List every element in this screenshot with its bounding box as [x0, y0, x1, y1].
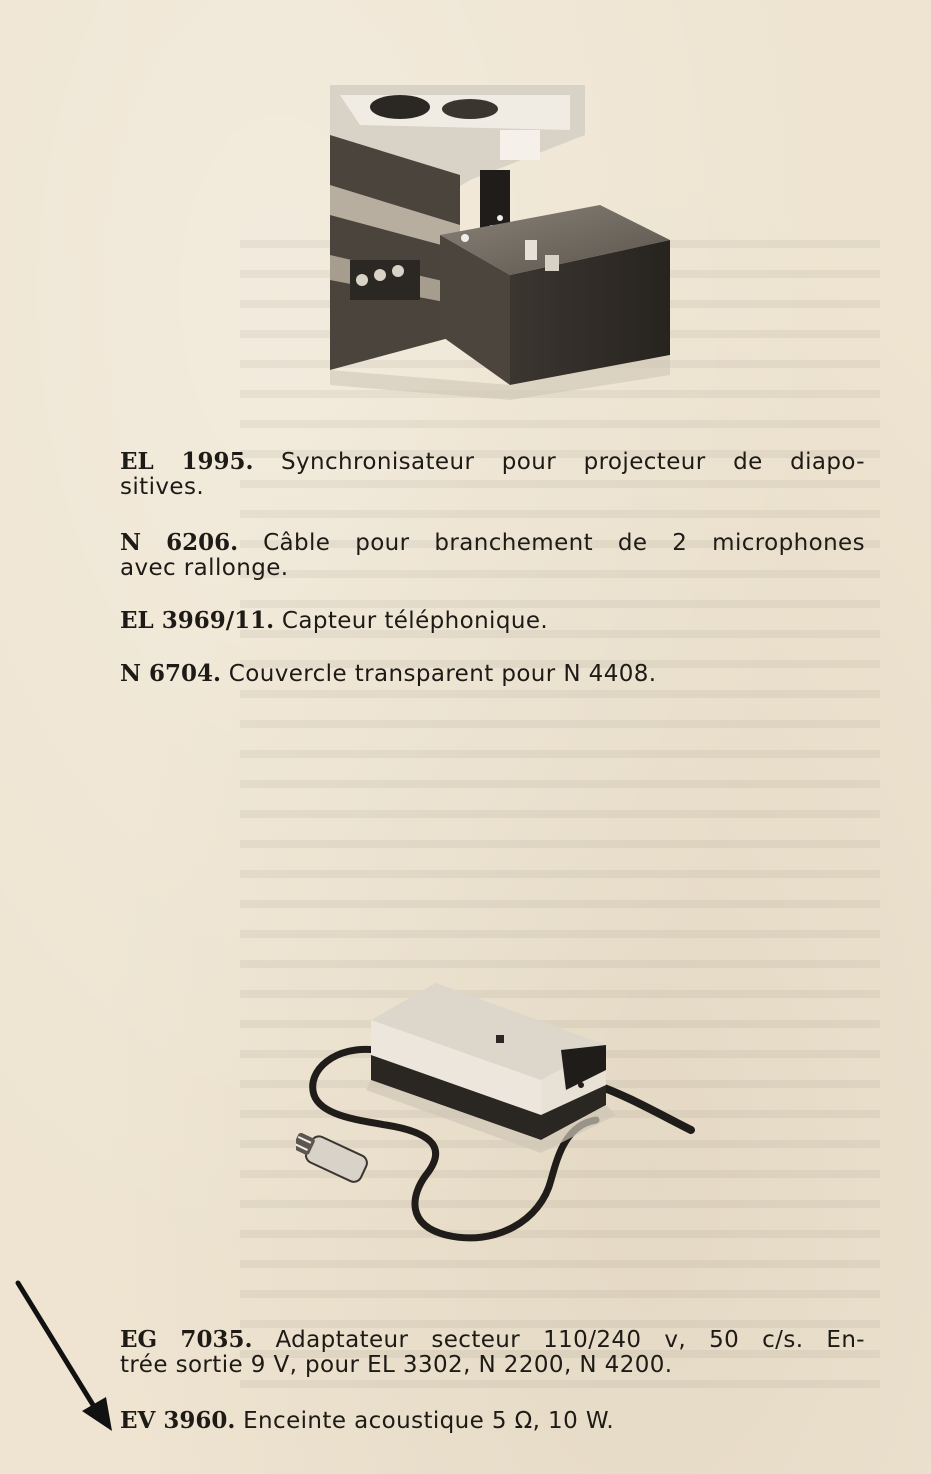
mains-adapter-photo: [296, 975, 696, 1275]
catalog-entry-el-3969-11: [120, 608, 865, 634]
product-code: EG 7035.: [120, 1326, 253, 1353]
product-description-line-2: sitives.: [120, 474, 205, 500]
product-code: N 6206.: [120, 529, 239, 556]
catalog-entry-ev-3960: [120, 1408, 865, 1434]
pointer-arrow-icon: [10, 1275, 120, 1435]
synchronizer-photo: [320, 75, 690, 405]
product-code: EV 3960.: [120, 1407, 236, 1434]
product-description-line-1: Adaptateur secteur 110/240 v, 50 c/s. En-: [275, 1327, 865, 1353]
product-description-line-1: Enceinte acoustique 5 Ω, 10 W.: [243, 1408, 615, 1434]
product-code: EL 3969/11.: [120, 607, 275, 634]
catalog-entry-n-6704: [120, 661, 865, 687]
catalog-entry-eg-7035: [120, 1327, 865, 1378]
catalog-entry-el-1995: [120, 449, 865, 500]
product-description-line-1: Couvercle transparent pour N 4408.: [228, 661, 657, 687]
product-code: N 6704.: [120, 660, 222, 687]
product-description-line-1: Synchronisateur pour projecteur de diapo-: [281, 449, 865, 475]
catalog-entry-n-6206: [120, 530, 865, 581]
product-description-line-2: avec rallonge.: [120, 555, 289, 581]
product-description-line-1: Capteur téléphonique.: [281, 608, 549, 634]
product-description-line-1: Câble pour branchement de 2 microphones: [263, 530, 865, 556]
product-code: EL 1995.: [120, 448, 254, 475]
product-description-line-2: trée sortie 9 V, pour EL 3302, N 2200, N 4200.: [120, 1352, 673, 1378]
